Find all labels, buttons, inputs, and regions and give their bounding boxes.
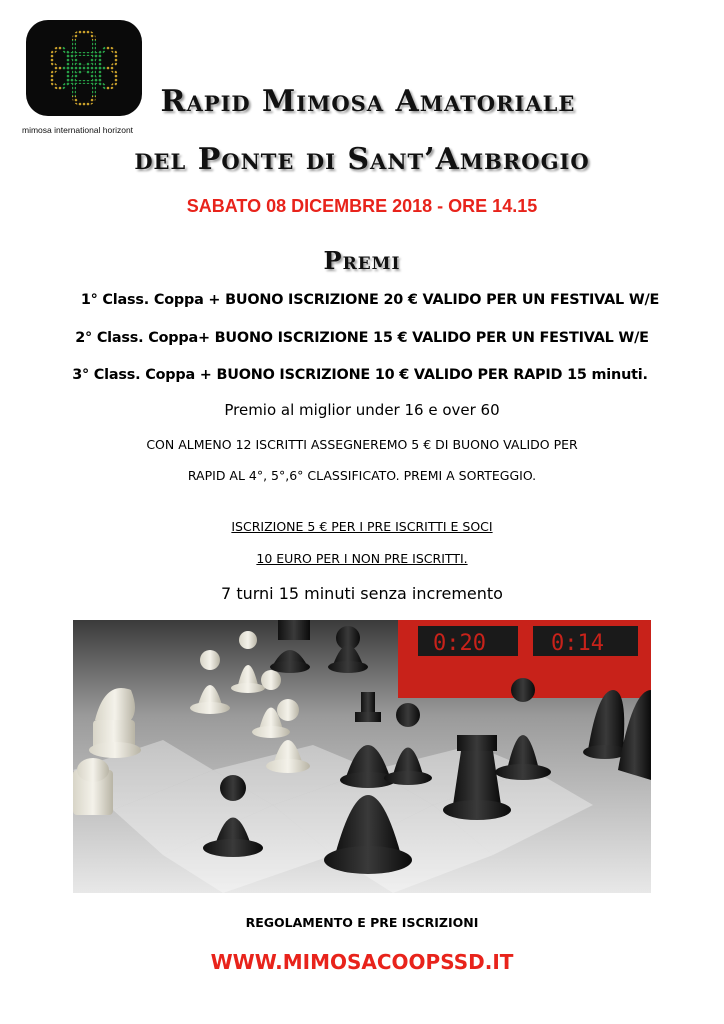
bonus-note-line2: RAPID AL 4°, 5°,6° CLASSIFICATO. PREMI A SORTEGGIO.	[187, 468, 537, 483]
event-date: SABATO 08 DICEMBRE 2018 - ORE 14.15	[186, 196, 538, 216]
prize-first: 1° Class. Coppa + BUONO ISCRIZIONE 20 € VALIDO PER UN FESTIVAL W/E	[80, 292, 660, 308]
prize-second: 2° Class. Coppa+ BUONO ISCRIZIONE 15 € VALIDO PER UN FESTIVAL W/E	[75, 330, 649, 346]
fee-members: ISCRIZIONE 5 € PER I PRE ISCRITTI E SOCI	[231, 519, 493, 534]
rules-caption: REGOLAMENTO E PRE ISCRIZIONI	[245, 915, 479, 930]
prize-third: 3° Class. Coppa + BUONO ISCRIZIONE 10 € VALIDO PER RAPID 15 minuti.	[72, 367, 648, 383]
fee-non-members: 10 EURO PER I NON PRE ISCRITTI.	[256, 551, 468, 566]
logo-caption: mimosa international horizont	[22, 125, 134, 135]
bonus-note-line1: CON ALMENO 12 ISCRITTI ASSEGNEREMO 5 € DI BUONO VALIDO PER	[146, 437, 578, 452]
tournament-format: 7 turni 15 minuti senza incremento	[221, 584, 503, 603]
event-title-line1: Rapid Mimosa Amatoriale	[160, 84, 576, 119]
event-title-line2: del Ponte di Sant’Ambrogio	[134, 142, 590, 177]
prizes-heading: Premi	[323, 246, 401, 275]
chess-photo	[73, 620, 651, 893]
website-link[interactable]: WWW.MIMOSACOOPSSD.IT	[210, 950, 514, 974]
special-prize: Premio al miglior under 16 e over 60	[224, 401, 500, 419]
clock-right-display: 0:14	[551, 631, 604, 656]
clock-left-display: 0:20	[433, 631, 486, 656]
